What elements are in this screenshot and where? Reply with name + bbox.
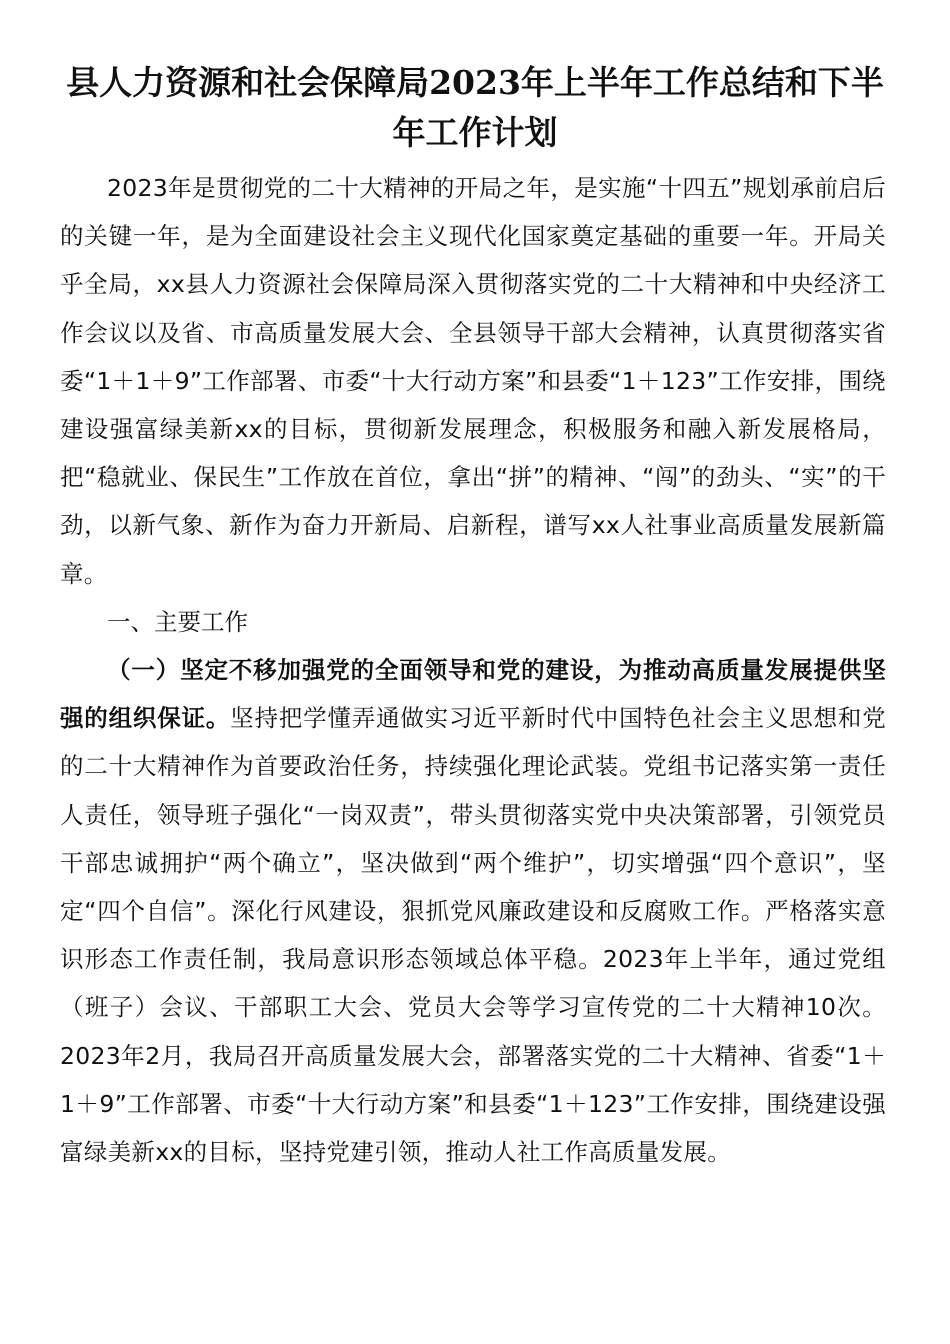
intro-paragraph: 2023年是贯彻党的二十大精神的开局之年，是实施“十四五”规划承前启后的关键一年，是为全面建设社会主义现代化国家奠定基础的重要一年。开局关乎全局，xx县人力资源社会保障局深入贯彻落实党的二十大精神和中央经济工作会议以及省、市高质量发展大会、全县领导干部大会精神，认真贯彻落实省委“1＋1＋9”工作部署、市委“十大行动方案”和县委“1＋123”工作安排，围绕建设强富绿美新xx的目标，贯彻新发展理念，积极服务和融入新发展格局，把“稳就业、保民生”工作放在首位，拿出“拼”的精神、“闯”的劲头、“实”的干劲，以新气象、新作为奋力开新局、启新程，谱写xx人社事业高质量发展新篇章。 <box>60 174 886 588</box>
subsection-1-lead: （一）坚定不移加强党的全面领导和党的建设，为推动高质量发展提供坚强的组织保证。 <box>60 656 886 733</box>
section-heading-main-work: 一、主要工作 <box>107 607 248 636</box>
subsection-1-body: 坚持把学懂弄通做实习近平新时代中国特色社会主义思想和党的二十大精神作为首要政治任务，持续强化理论武装。党组书记落实第一责任人责任，领导班子强化“一岗双责”，带头贯彻落实党中央决策部署，引领党员干部忠诚拥护“两个确立”，坚决做到“两个维护”，切实增强“四个意识”，坚定“四个自信”。深化行风建设，狠抓党风廉政建设和反腐败工作。严格落实意识形态工作责任制，我局意识形态领域总体平稳。2023年上半年，通过党组（班子）会议、干部职工大会、党员大会等学习宣传党的二十大精神10次。2023年2月，我局召开高质量发展大会，部署落实党的二十大精神、省委“1＋1＋9”工作部署、市委“十大行动方案”和县委“1＋123”工作安排，围绕建设强富绿美新xx的目标，坚持党建引领，推动人社工作高质量发展。 <box>60 704 886 1167</box>
subsection-1-paragraph <box>60 646 886 1176</box>
document-body <box>60 164 886 1176</box>
document-title: 县人力资源和社会保障局2023年上半年工作总结和下半年工作计划 <box>66 63 884 152</box>
